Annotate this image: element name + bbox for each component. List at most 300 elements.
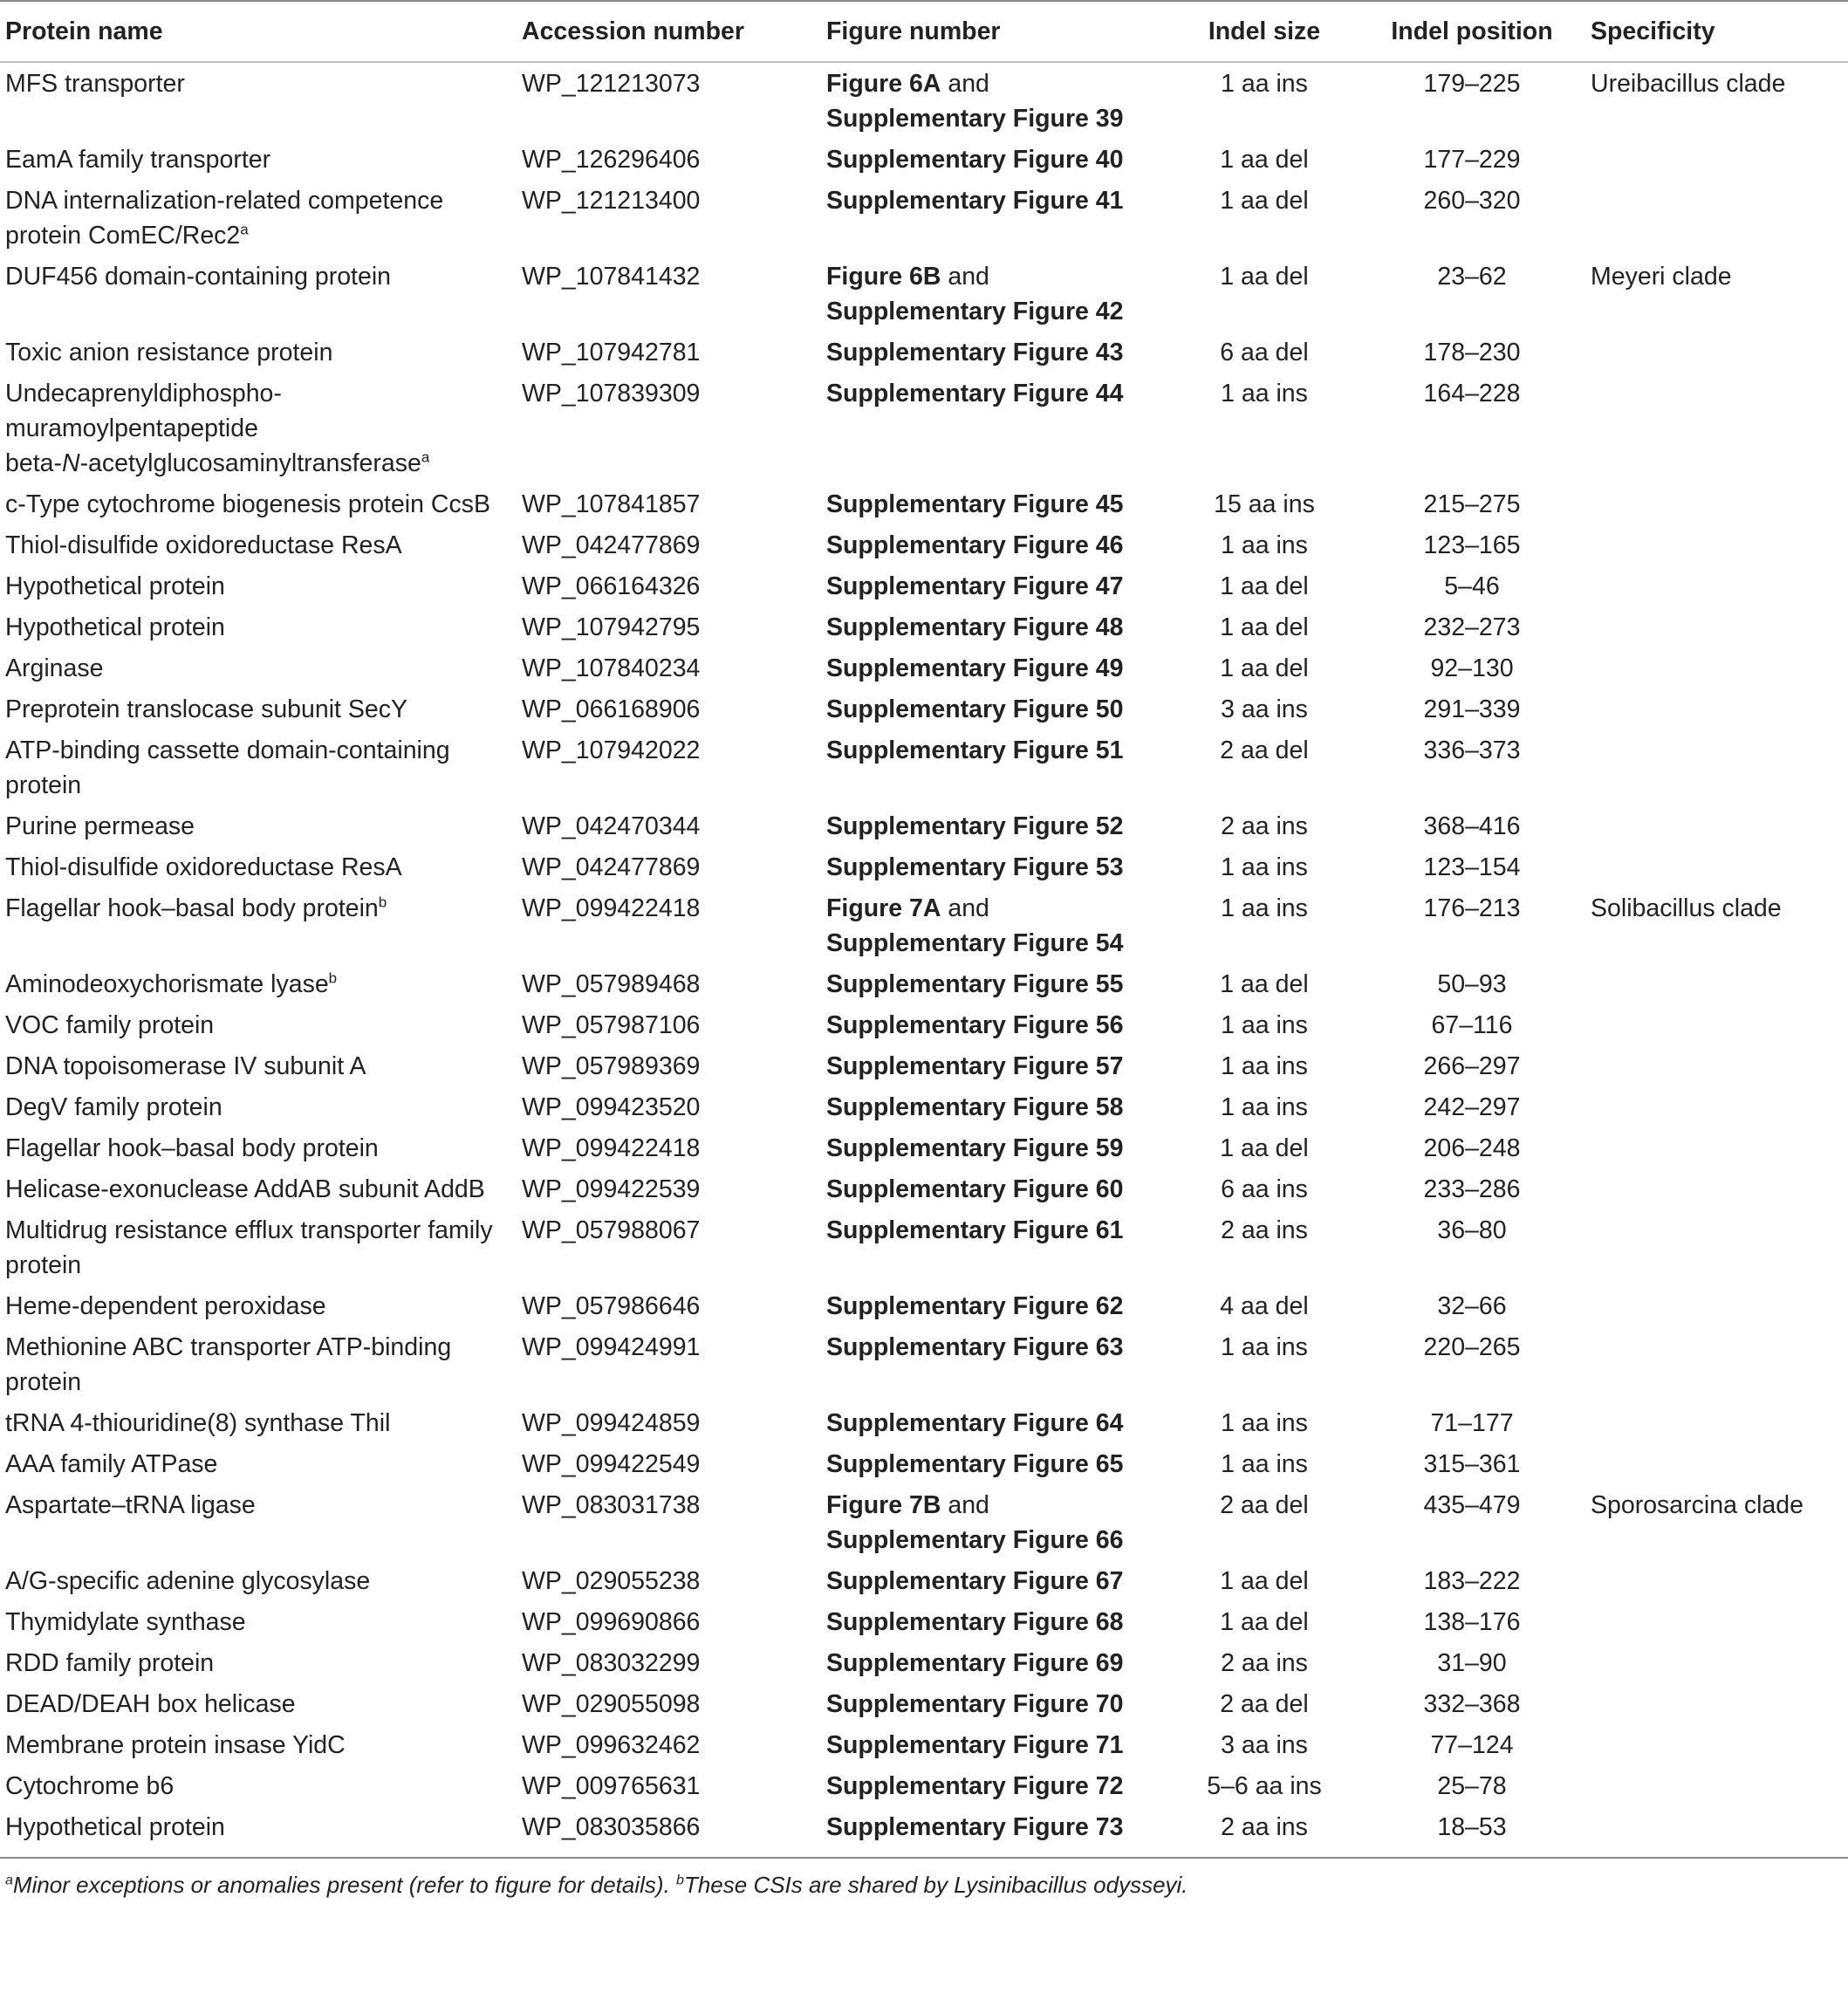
cell-indel-position: 206–248 [1423,1134,1521,1162]
protein-name-text: Flagellar hook–basal body protein [5,1134,379,1162]
cell-figure-number [821,1806,1170,1857]
cell-indel-position: 332–368 [1423,1690,1521,1718]
cell-protein-name [0,483,517,524]
cell-specificity [1585,1004,1848,1045]
cell-accession-number: WP_066168906 [522,695,701,723]
cell-protein-name [0,1642,517,1683]
cell-indel-size: 6 aa del [1220,339,1309,366]
figure-supplementary-ref: Supplementary Figure 59 [826,1134,1124,1162]
table-row [0,524,1848,565]
cell-protein-name [0,1127,517,1168]
cell-specificity [1585,1127,1848,1168]
table-row [0,1004,1848,1045]
cell-indel-position: 5–46 [1444,572,1500,600]
figure-supplementary-ref: Supplementary Figure 63 [826,1333,1124,1361]
table-row [0,846,1848,887]
cell-indel-position: 242–297 [1423,1093,1521,1121]
cell-protein-name [0,373,517,483]
cell-indel-position: 18–53 [1437,1813,1507,1841]
cell-indel-size: 2 aa del [1220,1690,1309,1718]
cell-protein-name [0,1484,517,1560]
cell-specificity [1585,1326,1848,1402]
header-accession-number: Accession number [522,17,744,45]
cell-figure-number [821,1443,1170,1484]
cell-indel-size: 1 aa ins [1221,380,1308,408]
cell-protein-name [0,606,517,647]
cell-indel-size: 2 aa ins [1221,812,1308,840]
cell-accession-number: WP_099424859 [522,1409,701,1437]
cell-accession-number: WP_107942795 [522,613,701,641]
cell-indel-position: 123–165 [1423,531,1521,559]
protein-name-text: Thiol-disulfide oxidoreductase ResA [5,531,402,559]
cell-figure-number [821,483,1170,524]
figure-supplementary-ref: Supplementary Figure 67 [826,1567,1124,1595]
cell-specificity [1585,1168,1848,1209]
cell-indel-size: 3 aa ins [1221,1731,1308,1759]
figure-supplementary-ref: Supplementary Figure 40 [826,146,1124,174]
table-row [0,1765,1848,1806]
cell-indel-position: 435–479 [1423,1491,1521,1519]
cell-protein-name [0,963,517,1004]
cell-indel-position: 23–62 [1437,263,1507,291]
cell-protein-name [0,524,517,565]
cell-protein-name [0,846,517,887]
cell-accession-number: WP_107840234 [522,654,701,682]
cell-figure-number [821,887,1170,963]
cell-indel-size: 1 aa ins [1221,853,1308,881]
protein-name-text: Toxic anion resistance protein [5,339,333,366]
cell-protein-name [0,688,517,729]
cell-indel-position: 177–229 [1423,146,1521,174]
cell-figure-number [821,1601,1170,1642]
cell-indel-position: 164–228 [1423,380,1521,408]
table-row [0,963,1848,1004]
protein-name-part: beta- [5,449,62,477]
cell-accession-number: WP_083035866 [522,1813,701,1841]
table-row [0,1168,1848,1209]
protein-name-text: Hypothetical protein [5,1813,225,1841]
table-row [0,1806,1848,1857]
cell-protein-name [0,1168,517,1209]
cell-indel-position: 123–154 [1423,853,1521,881]
protein-name-text: tRNA 4-thiouridine(8) synthase Thil [5,1409,391,1437]
cell-indel-position: 32–66 [1437,1292,1507,1320]
cell-indel-size: 1 aa del [1220,1608,1309,1636]
protein-name-text: ATP-binding cassette domain-containing protein [5,736,450,799]
cell-accession-number: WP_107942781 [522,339,701,366]
footnote-b-text: These CSIs are shared by Lysinibacillus odysseyi. [683,1872,1188,1898]
table-row [0,1086,1848,1127]
cell-figure-number [821,688,1170,729]
cell-accession-number: WP_099632462 [522,1731,701,1759]
figure-main-ref: Figure 6A [826,70,941,98]
cell-specificity [1585,1806,1848,1857]
cell-figure-number [821,1683,1170,1724]
protein-name-text: Aspartate–tRNA ligase [5,1491,256,1519]
cell-indel-position: 336–373 [1423,736,1521,764]
cell-indel-size: 1 aa del [1220,187,1309,215]
cell-figure-number [821,139,1170,180]
cell-figure-number [821,1765,1170,1806]
cell-accession-number: WP_066164326 [522,572,701,600]
cell-accession-number: WP_099423520 [522,1093,701,1121]
footnote-b-marker: b [676,1873,684,1888]
cell-specificity: Ureibacillus clade [1591,70,1786,98]
cell-specificity [1585,332,1848,373]
cell-figure-number [821,180,1170,256]
table-row [0,483,1848,524]
cell-indel-position: 31–90 [1437,1649,1507,1677]
cell-specificity [1585,1765,1848,1806]
cell-specificity [1585,963,1848,1004]
cell-figure-number [821,1560,1170,1601]
cell-indel-size: 1 aa del [1220,613,1309,641]
cell-indel-position: 368–416 [1423,812,1521,840]
figure-main-ref: Figure 6B [826,263,941,291]
table-row [0,1484,1848,1560]
cell-indel-position: 50–93 [1437,970,1507,998]
cell-specificity [1585,846,1848,887]
cell-protein-name [0,1601,517,1642]
cell-protein-name [0,1443,517,1484]
cell-indel-size: 1 aa ins [1221,70,1308,98]
cell-accession-number: WP_057989369 [522,1052,701,1080]
cell-protein-name [0,1045,517,1086]
cell-specificity [1585,1209,1848,1285]
protein-name-text: RDD family protein [5,1649,215,1677]
header-protein-name: Protein name [5,17,163,45]
cell-protein-name [0,1765,517,1806]
cell-indel-size: 2 aa del [1220,736,1309,764]
cell-specificity [1585,1443,1848,1484]
cell-protein-name [0,1086,517,1127]
table-footer [0,1857,1848,1901]
protein-name-text: c-Type cytochrome biogenesis protein CcsB [5,490,491,518]
table-row [0,332,1848,373]
table-row [0,805,1848,846]
figure-main-ref: Figure 7A [826,894,941,922]
figure-supplementary-ref: Supplementary Figure 68 [826,1608,1124,1636]
cell-indel-position: 179–225 [1423,70,1521,98]
figure-supplementary-ref: Supplementary Figure 57 [826,1052,1124,1080]
cell-protein-name [0,887,517,963]
cell-indel-size: 1 aa del [1220,654,1309,682]
table-row [0,139,1848,180]
cell-accession-number: WP_099422418 [522,894,701,922]
protein-name-text: Cytochrome b6 [5,1772,175,1800]
cell-protein-name [0,1326,517,1402]
figure-supplementary-ref: Supplementary Figure 45 [826,490,1124,518]
figure-supplementary-ref: Supplementary Figure 71 [826,1731,1124,1759]
figure-ref-joiner: and [941,70,989,98]
table-row [0,1724,1848,1765]
protein-name-text: DEAD/DEAH box helicase [5,1690,296,1718]
protein-name-text: EamA family transporter [5,146,271,174]
figure-ref-joiner: and [941,263,989,291]
cell-specificity: Meyeri clade [1591,263,1732,291]
figure-ref-joiner: and [941,894,989,922]
cell-indel-size: 5–6 aa ins [1207,1772,1322,1800]
footnote-marker: b [378,894,387,911]
table-row [0,688,1848,729]
cell-indel-size: 2 aa ins [1221,1216,1308,1244]
cell-indel-position: 36–80 [1437,1216,1507,1244]
cell-protein-name [0,139,517,180]
cell-accession-number: WP_042477869 [522,531,701,559]
protein-name-text: A/G-specific adenine glycosylase [5,1567,371,1595]
cell-figure-number [821,846,1170,887]
table-row [0,1209,1848,1285]
cell-indel-size: 1 aa del [1220,146,1309,174]
figure-supplementary-ref: Supplementary Figure 58 [826,1093,1124,1121]
cell-indel-size: 1 aa del [1220,970,1309,998]
table-row [0,180,1848,256]
cell-protein-name [0,332,517,373]
cell-specificity [1585,1683,1848,1724]
cell-specificity: Sporosarcina clade [1591,1491,1804,1519]
table-row [0,1402,1848,1443]
figure-supplementary-ref: Supplementary Figure 41 [826,187,1124,215]
cell-figure-number [821,1285,1170,1326]
cell-accession-number: WP_029055098 [522,1690,701,1718]
protein-name-text: Purine permease [5,812,195,840]
cell-indel-position: 25–78 [1437,1772,1507,1800]
cell-indel-position: 67–116 [1431,1011,1513,1039]
cell-accession-number: WP_126296406 [522,146,701,174]
figure-supplementary-ref: Supplementary Figure 62 [826,1292,1124,1320]
cell-indel-position: 215–275 [1423,490,1521,518]
figure-supplementary-ref: Supplementary Figure 39 [826,105,1124,133]
table-row [0,1326,1848,1402]
table-row [0,373,1848,483]
cell-specificity [1585,180,1848,256]
cell-specificity [1585,688,1848,729]
cell-figure-number [821,606,1170,647]
cell-figure-number [821,1484,1170,1560]
footnote [0,1859,1848,1901]
cell-accession-number: WP_099422549 [522,1450,701,1478]
cell-specificity [1585,647,1848,688]
cell-accession-number: WP_107841857 [522,490,701,518]
protein-name-part: N [61,449,80,477]
cell-protein-name [0,1285,517,1326]
cell-protein-name [0,565,517,606]
cell-accession-number: WP_099422539 [522,1175,701,1203]
cell-protein-name [0,256,517,332]
figure-supplementary-ref: Supplementary Figure 47 [826,572,1124,600]
cell-accession-number: WP_107839309 [522,380,701,408]
figure-supplementary-ref: Supplementary Figure 46 [826,531,1124,559]
cell-indel-position: 77–124 [1430,1731,1514,1759]
figure-supplementary-ref: Supplementary Figure 43 [826,339,1124,366]
cell-protein-name [0,805,517,846]
cell-figure-number [821,729,1170,805]
cell-accession-number: WP_009765631 [522,1772,701,1800]
cell-specificity [1585,1642,1848,1683]
table-row [0,565,1848,606]
footnote-marker: b [328,969,338,987]
cell-figure-number [821,1724,1170,1765]
figure-supplementary-ref: Supplementary Figure 70 [826,1690,1124,1718]
table-row [0,62,1848,139]
cell-protein-name [0,1004,517,1045]
cell-indel-size: 6 aa ins [1221,1175,1308,1203]
figure-supplementary-ref: Supplementary Figure 60 [826,1175,1124,1203]
protein-name-text: DUF456 domain-containing protein [5,263,392,291]
cell-specificity [1585,483,1848,524]
cell-accession-number: WP_107841432 [522,263,701,291]
cell-indel-position: 260–320 [1423,187,1521,215]
cell-figure-number [821,1402,1170,1443]
header-figure-number: Figure number [826,17,1001,45]
protein-name-text: Arginase [5,654,104,682]
table-row [0,647,1848,688]
cell-accession-number: WP_057986646 [522,1292,701,1320]
cell-figure-number [821,1127,1170,1168]
cell-protein-name [0,647,517,688]
protein-name-text: Aminodeoxychorismate lyase [5,970,329,998]
header-indel-position: Indel position [1391,17,1553,45]
cell-specificity [1585,805,1848,846]
figure-supplementary-ref: Supplementary Figure 49 [826,654,1124,682]
cell-indel-position: 138–176 [1423,1608,1521,1636]
cell-figure-number [821,256,1170,332]
footnote-marker: a [421,449,430,466]
cell-indel-size: 1 aa ins [1221,1093,1308,1121]
header-specificity: Specificity [1591,17,1715,45]
cell-indel-position: 266–297 [1423,1052,1521,1080]
cell-accession-number: WP_057987106 [522,1011,701,1039]
cell-indel-position: 92–130 [1430,654,1514,682]
footnote-marker: a [240,221,249,238]
cell-figure-number [821,805,1170,846]
cell-accession-number: WP_083032299 [522,1649,701,1677]
protein-name-text: Thymidylate synthase [5,1608,246,1636]
cell-figure-number [821,647,1170,688]
protein-name-text: Membrane protein insase YidC [5,1731,346,1759]
cell-protein-name [0,180,517,256]
cell-indel-position: 176–213 [1423,894,1521,922]
cell-indel-size: 1 aa ins [1221,1333,1308,1361]
protein-name-part: muramoylpentapeptide [5,414,258,442]
cell-specificity: Solibacillus clade [1591,894,1782,922]
figure-supplementary-ref: Supplementary Figure 53 [826,853,1124,881]
cell-indel-size: 1 aa del [1220,572,1309,600]
table-row [0,887,1848,963]
figure-supplementary-ref: Supplementary Figure 73 [826,1813,1124,1841]
cell-protein-name [0,1402,517,1443]
table-row [0,606,1848,647]
cell-indel-position: 315–361 [1423,1450,1521,1478]
cell-specificity [1585,1560,1848,1601]
table-row [0,1601,1848,1642]
figure-supplementary-ref: Supplementary Figure 44 [826,380,1124,408]
cell-indel-position: 71–177 [1430,1409,1514,1437]
figure-supplementary-ref: Supplementary Figure 65 [826,1450,1124,1478]
figure-supplementary-ref: Supplementary Figure 72 [826,1772,1124,1800]
cell-specificity [1585,1402,1848,1443]
footnote-a-marker: a [5,1873,13,1888]
cell-figure-number [821,1086,1170,1127]
protein-name-text: Multidrug resistance efflux transporter family protein [5,1216,493,1279]
protein-name-text: Hypothetical protein [5,613,225,641]
cell-indel-size: 1 aa del [1220,1567,1309,1595]
cell-figure-number [821,373,1170,483]
figure-supplementary-ref: Supplementary Figure 42 [826,298,1124,325]
table-row [0,1285,1848,1326]
cell-indel-size: 1 aa del [1220,1134,1309,1162]
cell-indel-size: 1 aa ins [1221,1450,1308,1478]
protein-name-text: DegV family protein [5,1093,222,1121]
table-body [0,62,1848,1857]
figure-supplementary-ref: Supplementary Figure 61 [826,1216,1124,1244]
table-row [0,1443,1848,1484]
table-row [0,729,1848,805]
cell-figure-number [821,1004,1170,1045]
cell-indel-size: 4 aa del [1220,1292,1309,1320]
protein-name-text: AAA family ATPase [5,1450,218,1478]
table-row [0,1683,1848,1724]
cell-protein-name [0,1806,517,1857]
cell-figure-number [821,1168,1170,1209]
figure-ref-joiner: and [941,1491,989,1519]
table-row [0,256,1848,332]
cell-specificity [1585,139,1848,180]
figure-supplementary-ref: Supplementary Figure 52 [826,812,1124,840]
cell-specificity [1585,1601,1848,1642]
cell-specificity [1585,1285,1848,1326]
cell-protein-name [0,1683,517,1724]
header-indel-size: Indel size [1208,17,1321,45]
cell-protein-name [0,729,517,805]
cell-indel-size: 1 aa ins [1221,1409,1308,1437]
cell-protein-name [0,1560,517,1601]
figure-supplementary-ref: Supplementary Figure 55 [826,970,1124,998]
cell-figure-number [821,963,1170,1004]
table-row [0,1642,1848,1683]
protein-name-text: DNA topoisomerase IV subunit A [5,1052,366,1080]
cell-specificity [1585,1724,1848,1765]
cell-indel-size: 3 aa ins [1221,695,1308,723]
figure-supplementary-ref: Supplementary Figure 56 [826,1011,1124,1039]
protein-name-text: Heme-dependent peroxidase [5,1292,326,1320]
cell-indel-size: 2 aa del [1220,1491,1309,1519]
cell-figure-number [821,524,1170,565]
cell-protein-name [0,1724,517,1765]
protein-name-text: Hypothetical protein [5,572,225,600]
cell-figure-number [821,62,1170,139]
cell-accession-number: WP_042470344 [522,812,701,840]
cell-indel-size: 1 aa del [1220,263,1309,291]
figure-supplementary-ref: Supplementary Figure 54 [826,929,1124,957]
cell-figure-number [821,565,1170,606]
cell-indel-size: 1 aa ins [1221,1011,1308,1039]
cell-indel-position: 233–286 [1423,1175,1521,1203]
protein-name-text: VOC family protein [5,1011,215,1039]
protein-name-text: MFS transporter [5,70,185,98]
cell-accession-number: WP_121213400 [522,187,701,215]
cell-protein-name [0,1209,517,1285]
cell-protein-name [0,62,517,139]
cell-indel-position: 178–230 [1423,339,1521,366]
cell-specificity [1585,606,1848,647]
cell-specificity [1585,729,1848,805]
cell-indel-size: 2 aa ins [1221,1649,1308,1677]
cell-accession-number: WP_083031738 [522,1491,701,1519]
figure-main-ref: Figure 7B [826,1491,941,1519]
cell-indel-size: 1 aa ins [1221,531,1308,559]
figure-supplementary-ref: Supplementary Figure 69 [826,1649,1124,1677]
